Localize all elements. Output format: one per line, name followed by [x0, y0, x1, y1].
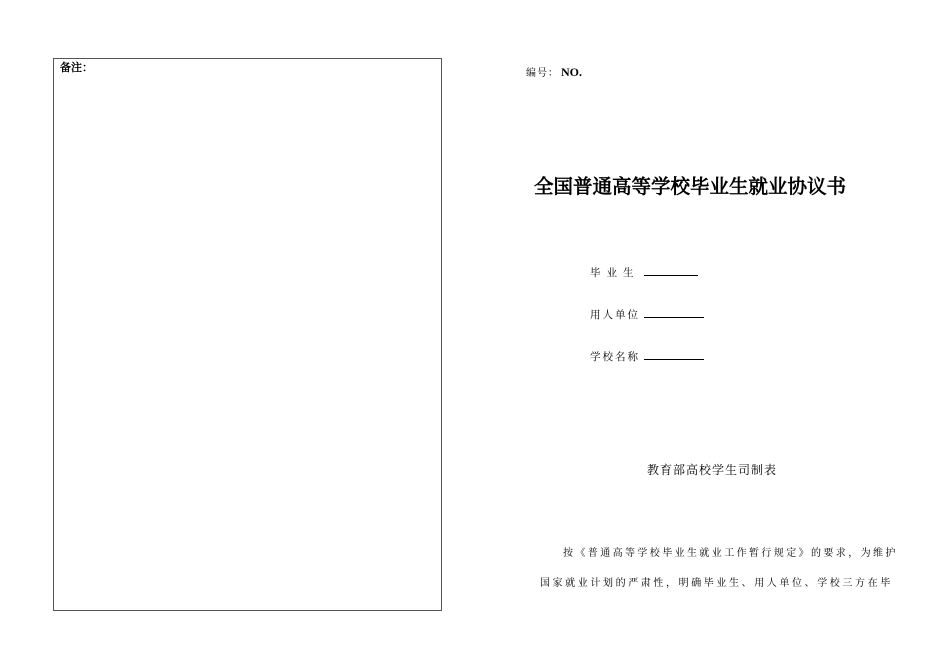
document-title: 全国普通高等学校毕业生就业协议书: [534, 175, 847, 198]
field-label-employer: 用人单位: [590, 309, 640, 321]
notes-box: [53, 58, 442, 611]
serial-label: 编号：: [526, 68, 559, 79]
intro-line: 国家就业计划的严肃性，明确毕业生、用人单位、学校三方在毕: [540, 578, 893, 589]
field-blank-employer: [644, 307, 704, 318]
field-label-graduate: 毕业生: [590, 267, 640, 279]
field-blank-school: [644, 349, 704, 360]
publisher: 教育部高校学生司制表: [647, 463, 778, 477]
field-label-school: 学校名称: [590, 351, 640, 363]
field-employer: [590, 307, 704, 322]
field-graduate: [590, 265, 698, 280]
serial-number: [526, 64, 582, 82]
serial-value: NO.: [561, 65, 582, 79]
notes-label: 备注：: [60, 61, 93, 74]
field-school: [590, 349, 704, 364]
field-blank-graduate: [644, 265, 698, 276]
intro-line: 按《普通高等学校毕业生就业工作暂行规定》的要求，为维护: [563, 548, 898, 559]
